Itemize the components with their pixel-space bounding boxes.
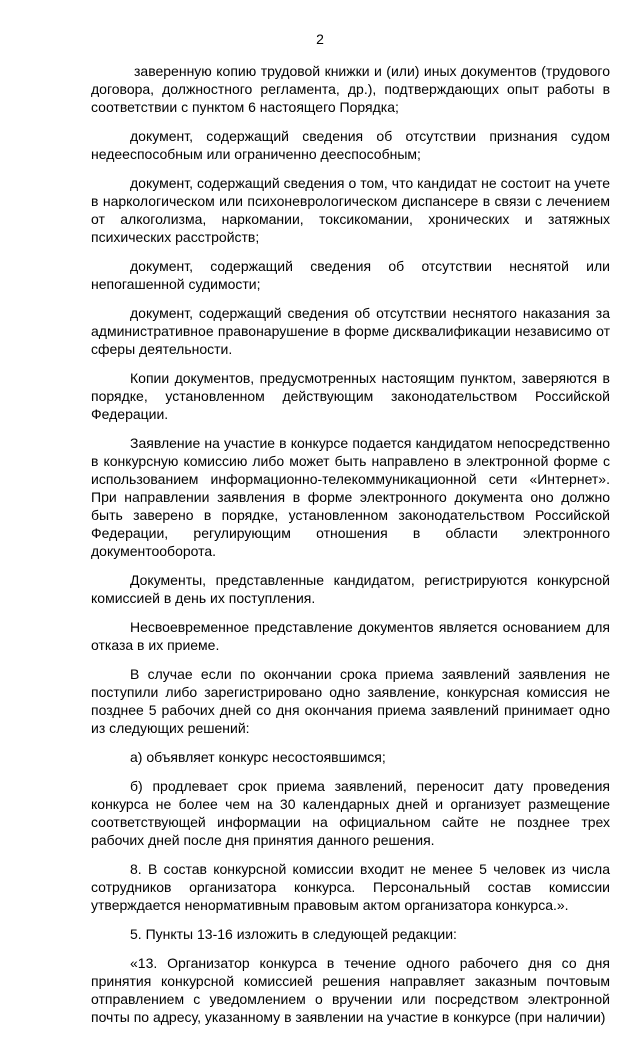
paragraph-commission-composition: 8. В состав конкурсной комиссии входит не менее 5 человек из числа сотрудников организатора конкурса. Персональный состав комиссии утверждается ненормативным правовым актом организатора конкурса.». <box>91 861 610 913</box>
paragraph-option-a: а) объявляет конкурс несостоявшимся; <box>130 749 386 765</box>
paragraph-criminal-record: документ, содержащий сведения об отсутствии неснятой или непогашенной судимости; <box>91 258 610 292</box>
paragraph-point-13: «13. Организатор конкурса в течение одного рабочего дня со дня принятия конкурсной комиссией решения направляет заказным почтовым отправлением с уведомлением о вручении или посредством электронной почты по адресу, указанному в заявлении на участие в конкурсе (при наличии) <box>91 955 610 1025</box>
paragraph-copies-certification: Копии документов, предусмотренных настоящим пунктом, заверяются в порядке, установленном действующим законодательством Российской Федерации. <box>91 370 610 422</box>
paragraph-amendment-points: 5. Пункты 13-16 изложить в следующей редакции: <box>130 926 457 942</box>
paragraph-dispensary-registration: документ, содержащий сведения о том, что кандидат не состоит на учете в наркологическом или психоневрологическом диспансере в связи с лечением от алкоголизма, наркомании, токсикомании, хронических и затяжных психических расстройств; <box>91 175 610 245</box>
paragraph-registration: Документы, представленные кандидатом, регистрируются конкурсной комиссией в день их поступления. <box>91 572 610 606</box>
paragraph-work-record-copy: заверенную копию трудовой книжки и (или) иных документов (трудового договора, должностного регламента, др.), подтверждающих опыт работы в соответствии с пунктом 6 настоящего Порядка; <box>91 63 610 115</box>
paragraph-application-submission: Заявление на участие в конкурсе подается кандидатом непосредственно в конкурсную комиссию либо может быть направлено в электронной форме с использованием информационно-телекоммуникационной сети «Интернет». При направлении заявления в форме электронного документа оно должно быть заверено в порядке, установленном законодательством Российской Федерации, регулирующим отношения в области электронного документооборота. <box>91 435 610 559</box>
document-body <box>91 62 610 1037</box>
paragraph-no-applications: В случае если по окончании срока приема заявлений заявления не поступили либо зарегистрировано одно заявление, конкурсная комиссия не позднее 5 рабочих дней со дня окончания приема заявлений принимает одно из следующих решений: <box>91 666 610 736</box>
paragraph-late-submission: Несвоевременное представление документов является основанием для отказа в их приеме. <box>91 619 610 653</box>
page-number: 2 <box>316 31 324 47</box>
paragraph-disqualification: документ, содержащий сведения об отсутствии неснятого наказания за административное правонарушение в форме дисквалификации независимо от сферы деятельности. <box>91 305 610 357</box>
paragraph-option-b: б) продлевает срок приема заявлений, переносит дату проведения конкурса не более чем на 30 календарных дней и организует размещение соответствующей информации на официальном сайте не позднее трех рабочих дней после дня принятия данного решения. <box>91 778 610 848</box>
paragraph-legal-capacity: документ, содержащий сведения об отсутствии признания судом недееспособным или ограниченно дееспособным; <box>91 128 610 162</box>
